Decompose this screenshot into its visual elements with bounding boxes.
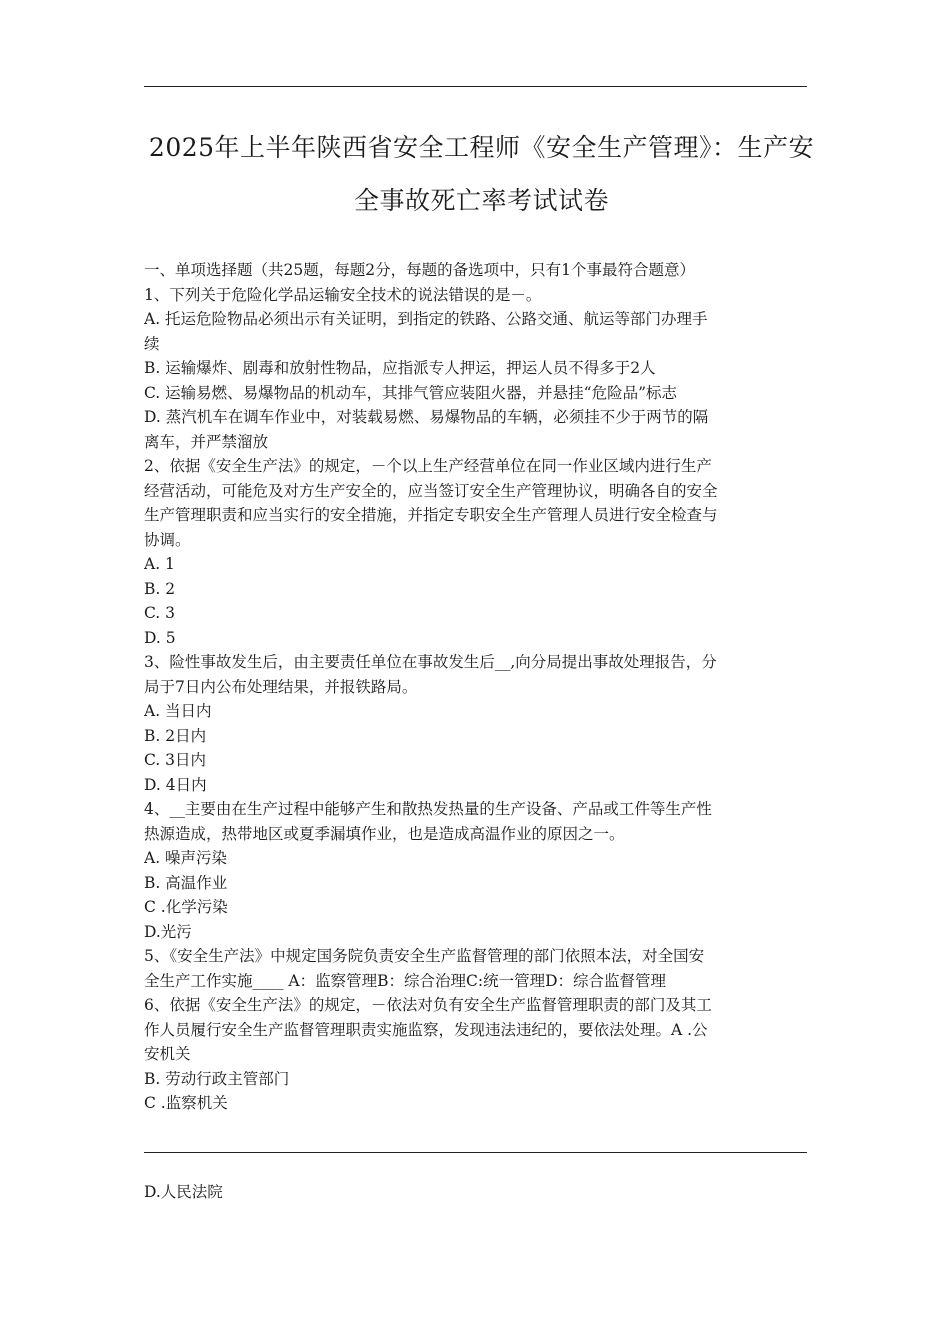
text-line: 1、下列关于危险化学品运输安全技术的说法错误的是－。 [144, 285, 542, 304]
text-line: 安机关 [144, 1045, 191, 1063]
text-line: B. 2日内 [144, 726, 207, 745]
text-line: 6、依据《安全生产法》的规定，－依法对负有安全生产监督管理职责的部门及其工 [144, 996, 712, 1014]
footer-rule [144, 1152, 807, 1153]
text-line: D. 4日内 [144, 775, 207, 794]
text-line: C .监察机关 [144, 1094, 228, 1112]
text-line: D. 5 [144, 628, 176, 647]
text-line: 作人员履行安全生产监督管理职责实施监察，发现违法违纪的，要依法处理。A .公 [144, 1020, 708, 1039]
document-title-line-2: 全事故死亡率考试试卷 [353, 186, 609, 215]
text-line: 局于7日内公布处理结果，并报铁路局。 [144, 677, 418, 696]
text-line: A. 噪声污染 [144, 849, 228, 867]
text-line: 热源造成，热带地区或夏季漏填作业，也是造成高温作业的原因之一。 [144, 824, 625, 843]
text-line: D.光污 [144, 922, 192, 941]
text-line: C .化学污染 [144, 898, 228, 916]
text-line: A. 当日内 [144, 702, 212, 720]
text-line: B. 2 [144, 579, 176, 598]
trailing-option-line: D.人民法院 [144, 1183, 223, 1201]
text-line: 经营活动，可能危及对方生产安全的，应当签订安全生产管理协议，明确各自的安全 [144, 481, 718, 500]
text-line: 5、《安全生产法》中规定国务院负责安全生产监督管理的部门依照本法，对全国安 [144, 947, 705, 965]
text-line: 续 [144, 334, 160, 353]
text-line: B. 运输爆炸、剧毒和放射性物品，应指派专人押运，押运人员不得多于2人 [144, 359, 656, 377]
question-body [144, 258, 819, 1116]
text-line: 一、单项选择题（共25题，每题2分，每题的备选项中，只有1个事最符合题意） [144, 261, 695, 279]
header-rule [144, 86, 807, 87]
text-line: C. 3日内 [144, 751, 207, 769]
text-line: D. 蒸汽机车在调车作业中，对装载易燃、易爆物品的车辆，必须挂不少于两节的隔 [144, 408, 709, 426]
text-line: 生产管理职责和应当实行的安全措施，并指定专职安全生产管理人员进行安全检查与 [144, 506, 718, 524]
text-line: C. 运输易燃、易爆物品的机动车，其排气管应装阻火器，并悬挂“危险品”标志 [144, 383, 678, 402]
text-line: A. 托运危险物品必须出示有关证明，到指定的铁路、公路交通、航运等部门办理手 [144, 310, 708, 328]
text-line: C. 3 [144, 604, 176, 622]
text-line: B. 劳动行政主管部门 [144, 1069, 290, 1088]
text-line: A. 1 [144, 555, 175, 573]
text-line: 2、依据《安全生产法》的规定，－个以上生产经营单位在同一作业区域内进行生产 [144, 457, 712, 475]
text-line: 协调。 [144, 530, 191, 549]
text-line: B. 高温作业 [144, 873, 228, 892]
text-line: 4、__主要由在生产过程中能够产生和散热发热量的生产设备、产品或工件等生产性 [144, 800, 712, 818]
text-line: 3、险性事故发生后，由主要责任单位在事故发生后__,向分局提出事故处理报告，分 [144, 653, 717, 671]
text-line: 离车，并严禁溜放 [144, 432, 269, 451]
text-line: 全生产工作实施____ A：监察管理B：综合治理C:统一管理D：综合监督管理 [144, 971, 667, 990]
document-title-line-1: 2025年上半年陕西省安全工程师《安全生产管理》：生产安 [148, 133, 815, 162]
